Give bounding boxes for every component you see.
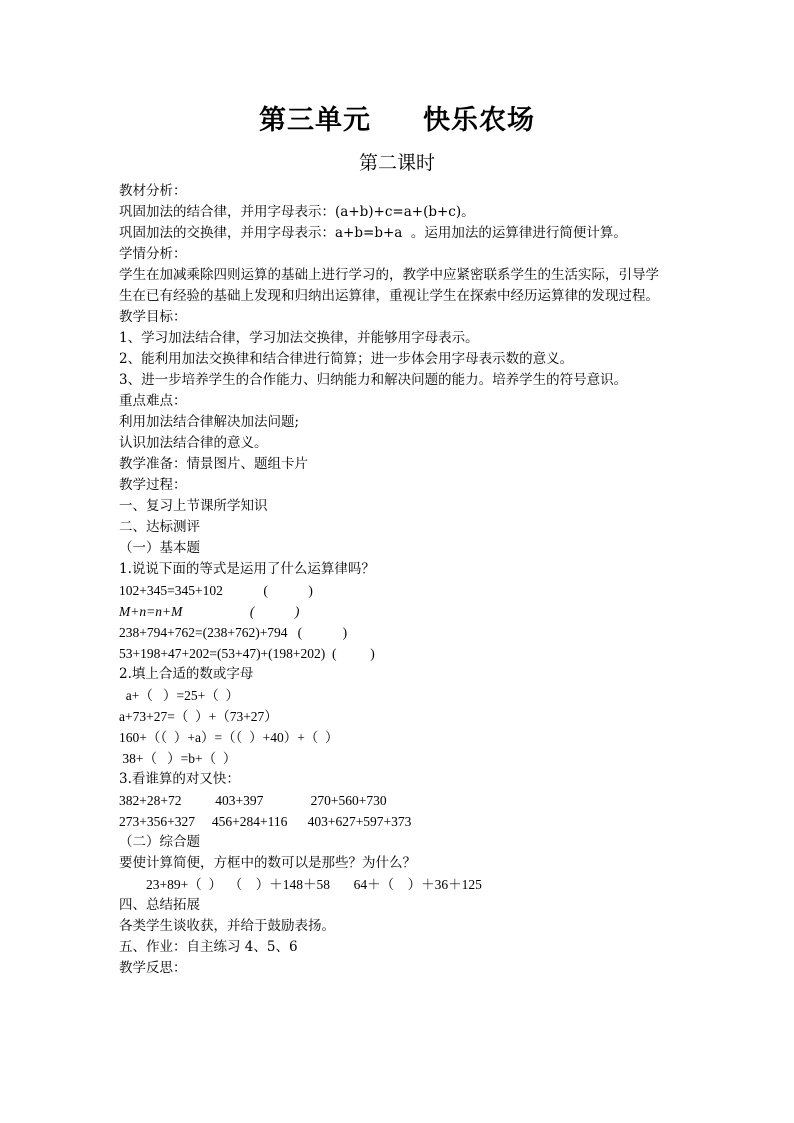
- body-line: 巩固加法的交换律，并用字母表示：a+b=b+a 。运用加法的运算律进行简便计算。: [119, 225, 627, 241]
- body-line: 学生在加减乘除四则运算的基础上进行学习的，教学中应紧密联系学生的生活实际，引导学: [119, 267, 659, 283]
- section-heading-goals: 教学目标：: [119, 309, 187, 325]
- exercise-line: 38+（ ）=b+（ ）: [119, 751, 237, 766]
- exercise-line: 238+794+762=(238+762)+794 ( ): [119, 625, 348, 640]
- exercise-line: 2.填上合适的数或字母: [119, 666, 254, 682]
- body-line: 1、学习加法结合律，学习加法交换律，并能够用字母表示。: [119, 330, 479, 346]
- exercise-line: 53+198+47+202=(53+47)+(198+202) ( ): [119, 646, 375, 661]
- section-heading-preparation: 教学准备：情景图片、题组卡片: [119, 456, 308, 472]
- exercise-line: 382+28+72 403+397 270+560+730: [119, 793, 387, 808]
- body-line: 五、作业：自主练习 4、5、6: [119, 939, 298, 955]
- section-heading-materials: 教材分析：: [119, 183, 187, 199]
- body-line: 巩固加法的结合律，并用字母表示：(a+b)+c=a+(b+c)。: [119, 204, 475, 220]
- document-body: [119, 181, 699, 979]
- exercise-line: 273+356+327 456+284+116 403+627+597+373: [119, 814, 412, 829]
- page-subtitle: 第二课时: [358, 152, 435, 174]
- page-title: 第三单元 快乐农场: [259, 105, 535, 136]
- exercise-line: 3.看谁算的对又快：: [119, 771, 240, 787]
- exercise-line: 23+89+（ ） （ ）＋148＋58 64＋（ ）＋36＋125: [119, 877, 482, 892]
- section-heading-process: 教学过程：: [119, 477, 187, 493]
- exercise-line: 1.说说下面的等式是运用了什么运算律吗？: [119, 561, 375, 577]
- body-line: 各类学生谈收获，并给于鼓励表扬。: [119, 918, 335, 934]
- body-line: 2、能利用加法交换律和结合律进行简算；进一步体会用字母表示数的意义。: [119, 351, 574, 367]
- exercise-line: a+73+27=（ ）+（73+27）: [119, 709, 278, 724]
- body-line: 要使计算简便，方框中的数可以是那些？为什么？: [119, 855, 416, 871]
- body-line: 二、达标测评: [119, 519, 200, 535]
- body-line: 认识加法结合律的意义。: [119, 435, 268, 451]
- body-line: 四、总结拓展: [119, 897, 200, 913]
- body-line: （二）综合题: [119, 834, 200, 850]
- body-line: 利用加法结合律解决加法问题;: [119, 414, 300, 430]
- exercise-line: 102+345=345+102 ( ): [119, 583, 313, 598]
- exercise-line: 160+（（ ）+a）=（（ ）+40）+（ ）: [119, 730, 339, 745]
- exercise-line: M+n=n+M ( ): [119, 604, 300, 619]
- body-line: 一、复习上节课所学知识: [119, 498, 268, 514]
- body-line: （一）基本题: [119, 540, 200, 556]
- body-line: 3、进一步培养学生的合作能力、归纳能力和解决问题的能力。培养学生的符号意识。: [119, 372, 628, 388]
- section-heading-students: 学情分析：: [119, 246, 187, 262]
- section-heading-key-points: 重点难点：: [119, 393, 187, 409]
- exercise-line: a+（ ）=25+（ ）: [119, 688, 239, 703]
- section-heading-reflection: 教学反思：: [119, 960, 187, 976]
- body-line: 生在已有经验的基础上发现和归纳出运算律，重视让学生在探索中经历运算律的发现过程。: [119, 288, 659, 304]
